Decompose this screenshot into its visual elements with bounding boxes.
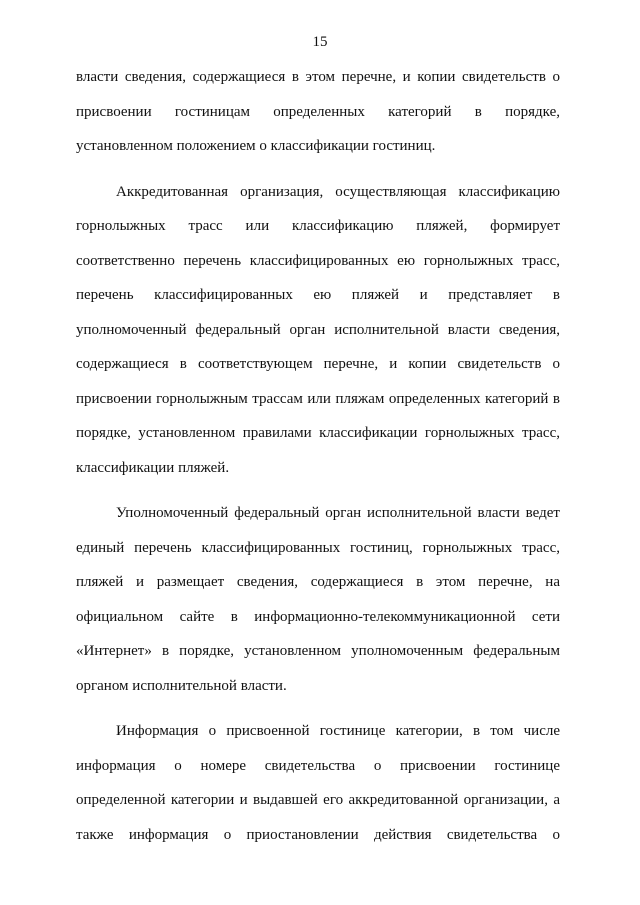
paragraph-2 (76, 175, 560, 486)
text-line: единый перечень классифицированных гостиниц, горнолыжных трасс, (76, 539, 560, 556)
text-line: определенной категории и выдавшей его аккредитованной организации, а (76, 792, 560, 808)
text-line: Аккредитованная организация, осуществляющая классификацию (116, 183, 560, 200)
document-body (76, 60, 560, 852)
text-line: соответственно перечень классифицированных ею горнолыжных трасс, (76, 252, 560, 269)
text-line: содержащиеся в соответствующем перечне, и копии свидетельств о (76, 356, 560, 372)
text-line: перечень классифицированных ею пляжей и представляет в (76, 287, 560, 303)
paragraph-4 (76, 714, 560, 852)
text-line: горнолыжных трасс или классификацию пляжей, формирует (76, 218, 560, 234)
text-line: официальном сайте в информационно-телекоммуникационной сети (76, 608, 560, 625)
text-line: органом исполнительной власти. (76, 677, 287, 694)
paragraph-1 (76, 60, 560, 164)
text-line: информация о номере свидетельства о присвоении гостинице (76, 757, 560, 774)
paragraph-3 (76, 496, 560, 703)
text-line: присвоении горнолыжным трассам или пляжам определенных категорий в (76, 390, 560, 407)
text-line: уполномоченный федеральный орган исполнительной власти сведения, (76, 321, 560, 338)
text-line: присвоении гостиницам определенных категорий в порядке, (76, 103, 560, 120)
text-line: Информация о присвоенной гостинице категории, в том числе (116, 723, 560, 739)
text-line: установленном положением о классификации гостиниц. (76, 138, 436, 154)
text-line: Уполномоченный федеральный орган исполнительной власти ведет (116, 505, 560, 521)
page-number: 15 (312, 34, 328, 50)
text-line: порядке, установленном правилами классификации горнолыжных трасс, (76, 425, 560, 441)
text-line: власти сведения, содержащиеся в этом перечне, и копии свидетельств о (76, 69, 560, 85)
text-line: пляжей и размещает сведения, содержащиеся в этом перечне, на (76, 574, 560, 590)
text-line: «Интернет» в порядке, установленном уполномоченным федеральным (76, 643, 560, 659)
text-line: также информация о приостановлении действия свидетельства о (76, 826, 560, 843)
text-line: классификации пляжей. (76, 459, 230, 476)
